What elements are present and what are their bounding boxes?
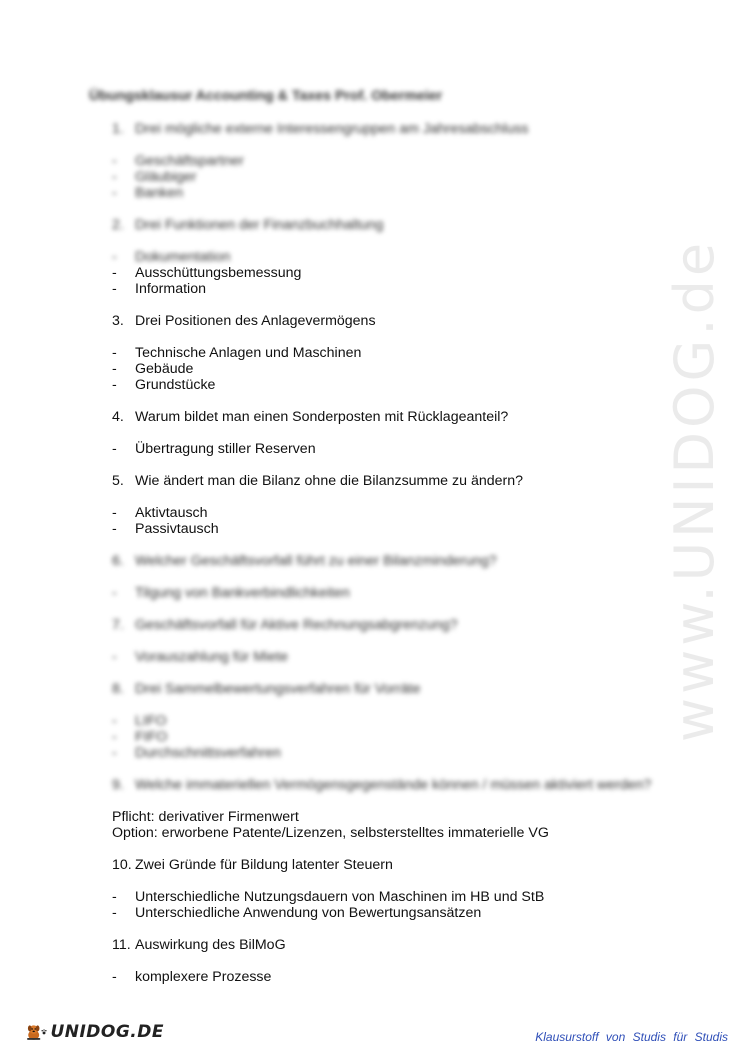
answer-list-8 bbox=[112, 713, 712, 761]
list-item: - Unterschiedliche Anwendung von Bewertungsansätzen bbox=[112, 905, 482, 921]
list-item: - Geschäftspartner bbox=[112, 153, 244, 169]
list-item: - Grundstücke bbox=[112, 377, 216, 393]
answer-9-line-2: Option: erworbene Patente/Lizenzen, selbsterstelltes immaterielle VG bbox=[112, 825, 549, 841]
question-10: 10. Zwei Gründe für Bildung latenter Steuern bbox=[112, 857, 393, 873]
question-1-text: Drei mögliche externe Interessengruppen am Jahresabschluss bbox=[135, 121, 529, 137]
list-item: - Passivtausch bbox=[112, 521, 219, 537]
answer-9-line-1: Pflicht: derivativer Firmenwert bbox=[112, 809, 299, 825]
question-11-text: Auswirkung des BilMoG bbox=[135, 937, 286, 953]
question-11: 11. Auswirkung des BilMoG bbox=[112, 937, 286, 953]
list-item: - LIFO bbox=[112, 713, 167, 729]
watermark-text: www.UNIDOG.de bbox=[663, 238, 727, 742]
question-6: 6. Welcher Geschäftsvorfall führt zu einer Bilanzminderung? bbox=[112, 553, 497, 569]
list-item: - Tilgung von Bankverbindlichkeiten bbox=[112, 585, 350, 601]
document-title: Übungsklausur Accounting & Taxes Prof. Obermeier bbox=[89, 88, 443, 104]
document-body bbox=[89, 88, 712, 985]
answer-list-7 bbox=[112, 649, 712, 665]
answer-list-4 bbox=[112, 441, 712, 457]
question-9: 9. Welche immateriellen Vermögensgegenstände können / müssen aktiviert werden? bbox=[112, 777, 652, 793]
unidog-logo bbox=[24, 1012, 164, 1052]
list-item: - Technische Anlagen und Maschinen bbox=[112, 345, 362, 361]
logo-text: UNIDOG.DE bbox=[50, 1022, 164, 1042]
list-item: - Gläubiger bbox=[112, 169, 197, 185]
question-2: 2. Drei Funktionen der Finanzbuchhaltung bbox=[112, 217, 384, 233]
question-7-text: Geschäftsvorfall für Aktive Rechnungsabgrenzung? bbox=[135, 617, 458, 633]
list-item: - Information bbox=[112, 281, 206, 297]
list-item: - FIFO bbox=[112, 729, 168, 745]
list-item: - Unterschiedliche Nutzungsdauern von Maschinen im HB und StB bbox=[112, 889, 545, 905]
question-5-text: Wie ändert man die Bilanz ohne die Bilanzsumme zu ändern? bbox=[135, 473, 524, 489]
question-10-text: Zwei Gründe für Bildung latenter Steuern bbox=[135, 857, 393, 873]
list-item: - Vorauszahlung für Miete bbox=[112, 649, 288, 665]
answer-list-2 bbox=[112, 249, 712, 297]
answer-list-5 bbox=[112, 505, 712, 537]
list-item: - Durchschnittsverfahren bbox=[112, 745, 281, 761]
question-3-text: Drei Positionen des Anlagevermögens bbox=[135, 313, 376, 329]
question-1: 1. Drei mögliche externe Interessengruppen am Jahresabschluss bbox=[112, 121, 529, 137]
answer-list-6 bbox=[112, 585, 712, 601]
question-4-text: Warum bildet man einen Sonderposten mit Rücklageanteil? bbox=[135, 409, 509, 425]
list-item: - Übertragung stiller Reserven bbox=[112, 441, 316, 457]
question-5: 5. Wie ändert man die Bilanz ohne die Bilanzsumme zu ändern? bbox=[112, 473, 524, 489]
question-8-text: Drei Sammelbewertungsverfahren für Vorräte bbox=[135, 681, 421, 697]
question-1-block bbox=[112, 121, 712, 201]
answer-9 bbox=[112, 809, 712, 841]
answer-list-1 bbox=[112, 153, 712, 201]
answer-list-11 bbox=[112, 969, 712, 985]
question-9-text: Welche immateriellen Vermögensgegenstände können / müssen aktiviert werden? bbox=[135, 777, 652, 793]
answer-list-3 bbox=[112, 345, 712, 393]
question-3: 3. Drei Positionen des Anlagevermögens bbox=[112, 313, 376, 329]
question-6-text: Welcher Geschäftsvorfall führt zu einer Bilanzminderung? bbox=[135, 553, 497, 569]
list-item: - Banken bbox=[112, 185, 184, 201]
footer-tagline: Klausurstoff von Studis für Studis bbox=[535, 1030, 728, 1044]
paw-icon bbox=[41, 1027, 47, 1037]
list-item: - Aktivtausch bbox=[112, 505, 208, 521]
question-8: 8. Drei Sammelbewertungsverfahren für Vorräte bbox=[112, 681, 421, 697]
list-item: - Ausschüttungsbemessung bbox=[112, 265, 302, 281]
list-item: - komplexere Prozesse bbox=[112, 969, 272, 985]
list-item: - Dokumentation bbox=[112, 249, 231, 265]
blurred-questions-block bbox=[112, 553, 712, 793]
list-item: - Gebäude bbox=[112, 361, 194, 377]
question-7: 7. Geschäftsvorfall für Aktive Rechnungsabgrenzung? bbox=[112, 617, 458, 633]
question-2-text: Drei Funktionen der Finanzbuchhaltung bbox=[135, 217, 384, 233]
question-4: 4. Warum bildet man einen Sonderposten mit Rücklageanteil? bbox=[112, 409, 509, 425]
answer-list-10 bbox=[112, 889, 712, 921]
question-2-block bbox=[112, 217, 712, 233]
